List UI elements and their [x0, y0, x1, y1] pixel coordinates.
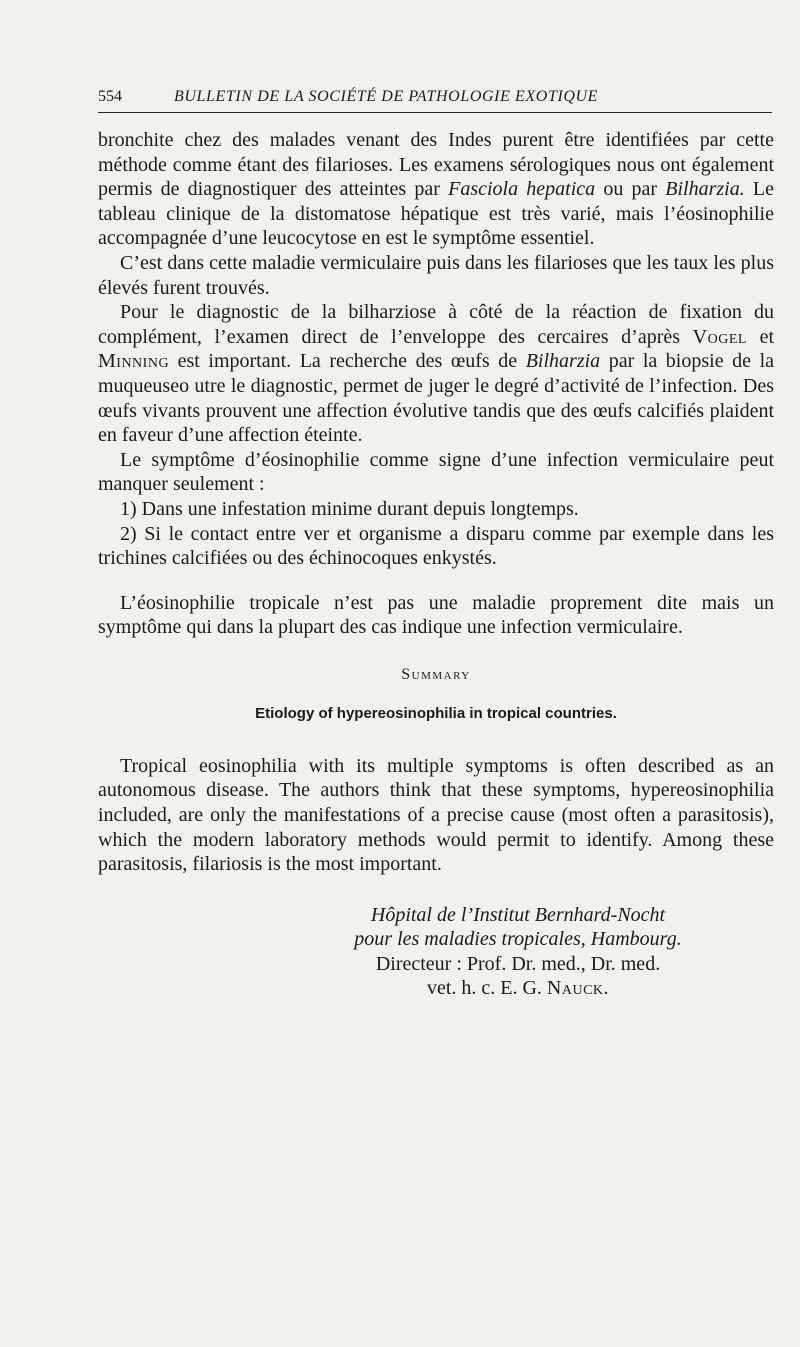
paragraph-3: Pour le diagnostic de la bilharziose à côté de la réaction de fixation du complément, l’examen direct de l’enveloppe des cercaires d’après Vogel et Minning est important. La recherche des œufs de Bilharzia par la biopsie de la muqueuseo utre le diagnostic, permet de juger le degré d’activité de l’infection. Des œufs vivants prouvent une affection évolutive tandis que des œufs calcifiés plaident en faveur d’une affection éteinte. — [98, 301, 775, 447]
body-text — [98, 128, 774, 1001]
affiliation-line-4: vet. h. c. E. G. Nauck. — [426, 977, 610, 1000]
list-item-1: 1) Dans une infestation minime durant depuis longtemps. — [120, 497, 579, 520]
affiliation-line-2: pour les maladies tropicales, Hambourg. — [354, 928, 682, 951]
running-head: BULLETIN DE LA SOCIÉTÉ DE PATHOLOGIE EXOTIQUE — [174, 88, 599, 105]
term-bilharzia-2: Bilharzia — [525, 350, 601, 373]
affiliation-line-1: Hôpital de l’Institut Bernhard-Nocht — [370, 903, 666, 926]
author-nauck: Nauck. — [546, 977, 610, 1000]
paragraph-4: Le symptôme d’éosinophilie comme signe d’une infection vermiculaire peut manquer seulement : — [98, 448, 774, 496]
paragraph-1: bronchite chez des malades venant des Indes purent être identifiées par cette méthode comme étant des filarioses. Les examens sérologiques nous ont également permis de diagnostiquer des atteintes par Fasciola hepatica ou par Bilharzia. Le tableau clinique de la distomatose hépatique est très varié, mais l’éosinophilie accompagnée d’une leucocytose en est le symptôme essentiel. — [98, 129, 774, 250]
summary-subtitle: Etiology of hypereosinophilia in tropical countries. — [255, 704, 617, 722]
summary-heading: Summary — [401, 665, 471, 683]
page-header — [98, 86, 772, 113]
list-item-2: 2) Si le contact entre ver et organisme a disparu comme par exemple dans les trichines calcifiées ou des échinocoques enkystés. — [98, 522, 774, 570]
term-bilharzia: Bilharzia. — [665, 178, 745, 201]
author-affiliation — [258, 903, 778, 1001]
author-minning: Minning — [98, 350, 170, 373]
affiliation-line-3: Directeur : Prof. Dr. med., Dr. med. — [375, 952, 661, 975]
paragraph-5: L’éosinophilie tropicale n’est pas une maladie proprement dite mais un symptôme qui dans la plupart des cas indique une infection vermiculaire. — [98, 591, 774, 639]
summary-body: Tropical eosinophilia with its multiple symptoms is often described as an autonomous disease. The authors think that these symptoms, hypereosinophilia included, are only the manifestations of a precise cause (most often a parasitosis), which the modern laboratory methods would permit to identify. Among these parasitosis, filariosis is the most important. — [98, 754, 774, 876]
author-vogel: Vogel — [692, 325, 747, 348]
paragraph-2: C’est dans cette maladie vermiculaire puis dans les filarioses que les taux les plus élevés furent trouvés. — [98, 251, 774, 299]
term-fasciola: Fasciola hepatica — [448, 178, 596, 201]
page-number: 554 — [98, 88, 122, 105]
